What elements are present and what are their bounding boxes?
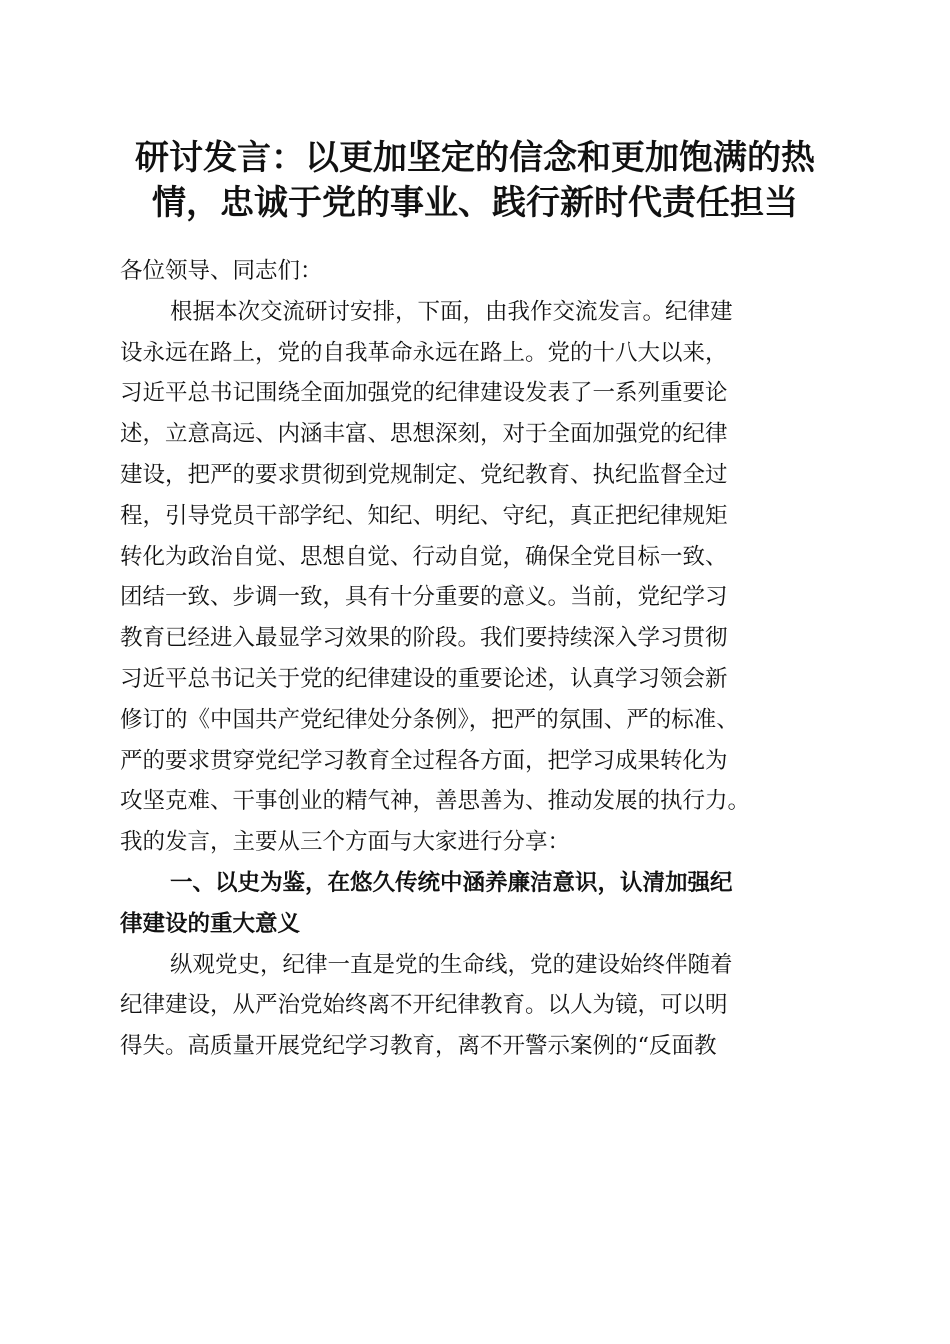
paragraph-line: 程，引导党员干部学纪、知纪、明纪、守纪，真正把纪律规矩 [120,502,728,529]
paragraph-line: 纪律建设，从严治党始终离不开纪律教育。以人为镜，可以明 [120,992,728,1019]
paragraph-line: 团结一致、步调一致，具有十分重要的意义。当前，党纪学习 [120,584,728,611]
paragraph-line: 建设，把严的要求贯彻到党规制定、党纪教育、执纪监督全过 [120,461,728,488]
paragraph-line: 严的要求贯穿党纪学习教育全过程各方面，把学习成果转化为 [120,747,728,774]
paragraph-line: 转化为政治自觉、思想自觉、行动自觉，确保全党目标一致、 [120,543,728,570]
paragraph-section-1 [120,945,840,1067]
title-line: 情，忠诚于党的事业、践行新时代责任担当 [152,183,798,223]
paragraph-line: 述，立意高远、内涵丰富、思想深刻，对于全面加强党的纪律 [120,421,728,448]
paragraph-line: 习近平总书记围绕全面加强党的纪律建设发表了一系列重要论 [120,380,728,407]
section-heading-1 [120,863,840,945]
paragraph-line: 设永远在路上，党的自我革命永远在路上。党的十八大以来， [120,339,728,366]
document-body [120,251,840,1067]
paragraph-line: 修订的《中国共产党纪律处分条例》，把严的氛围、严的标准、 [120,706,739,733]
salutation: 各位领导、同志们： [120,258,323,284]
paragraph-line: 得失。高质量开展党纪学习教育，离不开警示案例的“反面教 [120,1033,717,1060]
paragraph-line: 纵观党史，纪律一直是党的生命线，党的建设始终伴随着 [170,951,733,978]
paragraph-line: 我的发言，主要从三个方面与大家进行分享： [120,829,571,856]
document-title [100,136,850,226]
paragraph-line: 教育已经进入最显学习效果的阶段。我们要持续深入学习贯彻 [120,625,728,652]
heading-line: 律建设的重大意义 [120,910,301,937]
paragraph-line: 攻坚克难、干事创业的精气神，善思善为、推动发展的执行力。 [120,788,751,815]
heading-line: 一、以史为鉴，在悠久传统中涵养廉洁意识，认清加强纪 [170,869,733,896]
title-line: 研讨发言：以更加坚定的信念和更加饱满的热 [135,138,815,178]
paragraph-line: 习近平总书记关于党的纪律建设的重要论述，认真学习领会新 [120,665,728,692]
paragraph-intro [120,292,840,863]
paragraph-line: 根据本次交流研讨安排，下面，由我作交流发言。纪律建 [170,298,733,325]
